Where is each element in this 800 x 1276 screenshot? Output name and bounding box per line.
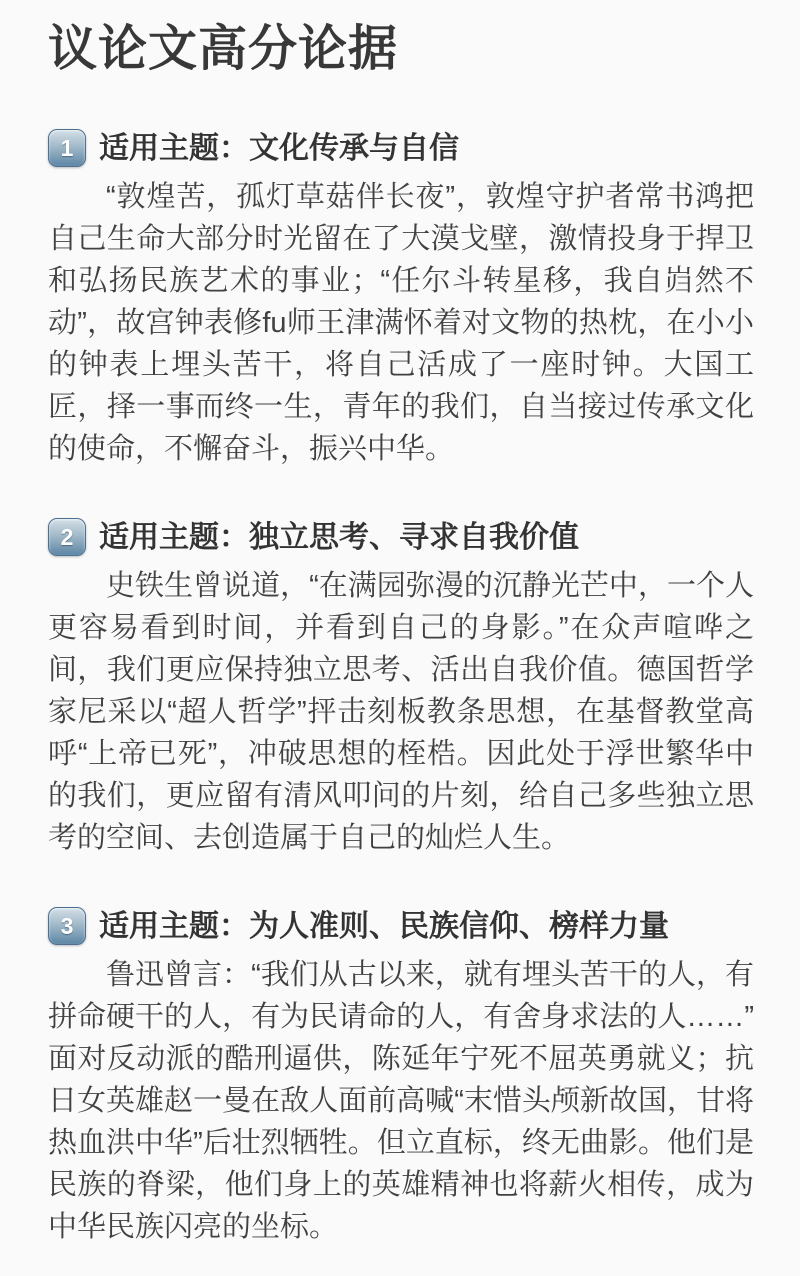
section-3	[48, 907, 754, 1248]
section-2-heading: 适用主题：独立思考、寻求自我价值	[99, 520, 579, 554]
section-1	[48, 129, 754, 470]
section-3-heading: 适用主题：为人准则、民族信仰、榜样力量	[99, 909, 669, 943]
section-1-heading: 适用主题：文化传承与自信	[99, 131, 459, 165]
keycap-1-icon: 1	[48, 129, 86, 167]
section-2-body: 史铁生曾说道，“在满园弥漫的沉静光芒中，一个人更容易看到时间，并看到自己的身影。”在众声喧哗之间，我们更应保持独立思考、活出自我价值。德国哲学家尼采以“超人哲学”抨击刻板教条思想，在基督教堂高呼“上帝已死”，冲破思想的桎梏。因此处于浮世繁华中的我们，更应留有清风叩问的片刻，给自己多些独立思考的空间、去创造属于自己的灿烂人生。	[48, 569, 754, 854]
section-1-body: “敦煌苦，孤灯草菇伴长夜”，敦煌守护者常书鸿把自己生命大部分时光留在了大漠戈壁，激情投身于捍卫和弘扬民族艺术的事业；“任尔斗转星移，我自岿然不动”，故宫钟表修fu师王津满怀着对文物的热枕，在小小的钟表上埋头苦干，将自己活成了一座时钟。大国工匠，择一事而终一生，青年的我们，自当接过传承文化的使命，不懈奋斗，振兴中华。	[48, 180, 754, 465]
section-3-body: 鲁迅曾言：“我们从古以来，就有埋头苦干的人，有拼命硬干的人，有为民请命的人，有舍身求法的人……”面对反动派的酷刑逼供，陈延年宁死不屈英勇就义；抗日女英雄赵一曼在敌人面前高喊“末惜头颅新故国，甘将热血洪中华”后壮烈牺牲。但立直标，终无曲影。他们是民族的脊梁，他们身上的英雄精神也将薪火相传，成为中华民族闪亮的坐标。	[48, 958, 754, 1243]
section-2	[48, 518, 754, 859]
keycap-3-icon: 3	[48, 907, 86, 945]
section-1-header	[48, 129, 754, 168]
page-title: 议论文高分论据	[48, 22, 399, 76]
section-3-header	[48, 907, 754, 946]
keycap-2-icon: 2	[48, 518, 86, 556]
section-2-header	[48, 518, 754, 557]
